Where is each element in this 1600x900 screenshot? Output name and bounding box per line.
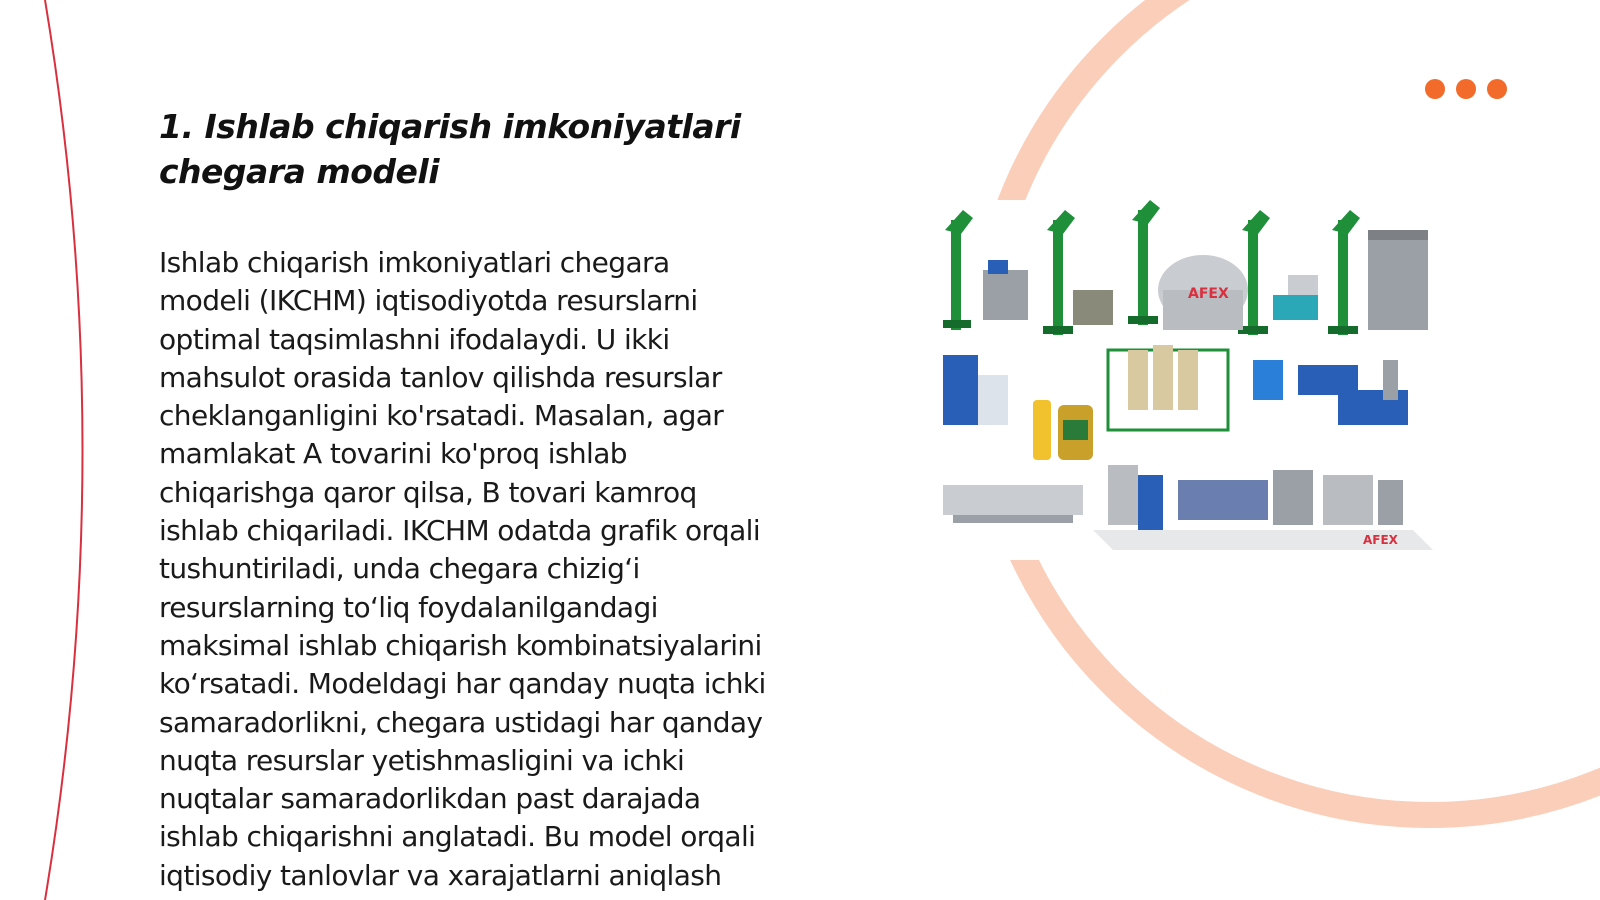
- oil-processing-equipment-image: [943, 200, 1453, 560]
- slide-title: 1. Ishlab chiqarish imkoniyatlari chegara modeli: [159, 107, 741, 191]
- orange-dot: [1456, 79, 1476, 99]
- orange-dot: [1425, 79, 1445, 99]
- afex-logo: AFEX: [1188, 286, 1229, 302]
- left-decorative-curve: [45, 0, 83, 900]
- orange-dot: [1487, 79, 1507, 99]
- afex-logo-bottom: AFEX: [1363, 533, 1398, 547]
- decorative-dots: [1425, 79, 1507, 99]
- slide-body-text: Ishlab chiqarish imkoniyatlari chegara modeli (IKCHM) iqtisodiyotda resurslarni optimal taqsimlashni ifodalaydi. U ikki mahsulot orasida tanlov qilishda resurslar cheklanganligini ko'rsatadi. Masalan, agar mamlakat A tovarini ko'proq ishlab chiqarishga qaror qilsa, B tovari kamroq ishlab chiqariladi. IKCHM odatda grafik orqali tushuntiriladi, unda chegara chizig‘i resurslarning to‘liq foydalanilgandagi maksimal ishlab chiqarish kombinatsiyalarini ko‘rsatadi. Modeldagi har qanday nuqta ichki samaradorlikni, chegara ustidagi har qanday nuqta resurslar yetishmasligini va ichki nuqtalar samaradorlikdan past darajada ishlab chiqarishni anglatadi. Bu model orqali iqtisodiy tanlovlar va xarajatlarni aniqlash: [159, 246, 766, 892]
